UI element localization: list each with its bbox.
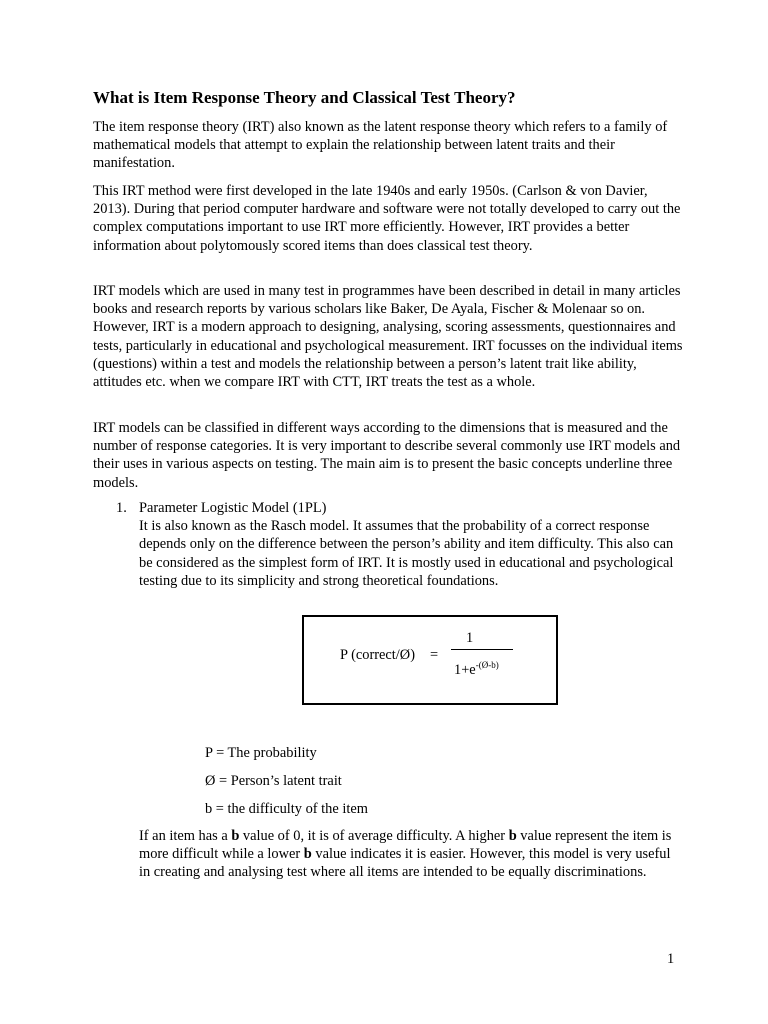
definition-b: b = the difficulty of the item (205, 801, 368, 817)
page-title: What is Item Response Theory and Classical Test Theory? (93, 88, 516, 107)
formula-equals: = (430, 647, 439, 663)
paragraph-irt-models: IRT models which are used in many test in programmes have been described in detail in many articles books and research reports by various scholars like Baker, De Ayala, Fischer & Molenaar so on. However, IRT is a modern approach to designing, analysing, scoring assessments, questionnaires and tests, particularly in educational and psychological measurement. IRT focusses on the individual items (questions) within a test and models the relationship between a person’s latent trait like ability, attitudes etc. when we compare IRT with CTT, IRT treats the test as a whole. (93, 283, 683, 391)
closing-paragraph (139, 827, 679, 882)
paragraph-irt-definition: The item response theory (IRT) also known as the latent response theory which refers to a family of mathematical models that attempt to explain the relationship between latent traits and their manifestation. (93, 119, 668, 172)
closing-text-4: value indicates it is easier. However, this model is very useful in creating and analysing test where all items are intended to be equally discriminations. (139, 846, 671, 881)
page-number: 1 (667, 951, 675, 967)
fraction-bar (451, 649, 513, 650)
closing-bold-b-2: b (508, 828, 517, 844)
closing-text-2: value of 0, it is of average difficulty. A higher (239, 828, 509, 844)
closing-bold-b-3: b (303, 846, 312, 863)
paragraph-irt-history: This IRT method were first developed in the late 1940s and early 1950s. (Carlson & von Davier, 2013). During that period computer hardware and software were not totally developed to carry out the complex computations important to use IRT more efficiently. However, IRT provides a better information about polytomously scored items than does classical test theory. (93, 183, 681, 254)
definition-theta: Ø = Person’s latent trait (205, 773, 342, 789)
denominator-base: 1+e (454, 662, 476, 678)
formula-lhs: P (correct/Ø) (340, 647, 415, 663)
formula-box (302, 615, 558, 705)
list-item-heading: Parameter Logistic Model (1PL) (139, 500, 327, 516)
closing-bold-b-1: b (231, 828, 240, 844)
list-item-number: 1. (116, 500, 127, 516)
paragraph-irt-classification: IRT models can be classified in different ways according to the dimensions that is measured and the number of response categories. It is very important to describe several commonly use IRT models and their uses in various aspects on testing. The main aim is to present the basic concepts underline three models. (93, 420, 681, 491)
closing-text-3: value represent the item is more difficult while a lower (139, 828, 672, 863)
formula-numerator: 1 (466, 630, 474, 646)
list-item-text: It is also known as the Rasch model. It assumes that the probability of a correct response depends only on the difference between the person’s ability and item difficulty. This also can be considered as the simplest form of IRT. It is mostly used in educational and psychological testing due to its simplicity and strong theoretical foundations. (139, 518, 674, 589)
denominator-exponent: -(Ø-b) (475, 660, 499, 670)
closing-text-1: If an item has a (139, 828, 232, 844)
definition-p: P = The probability (205, 745, 317, 761)
formula-denominator (454, 662, 499, 679)
